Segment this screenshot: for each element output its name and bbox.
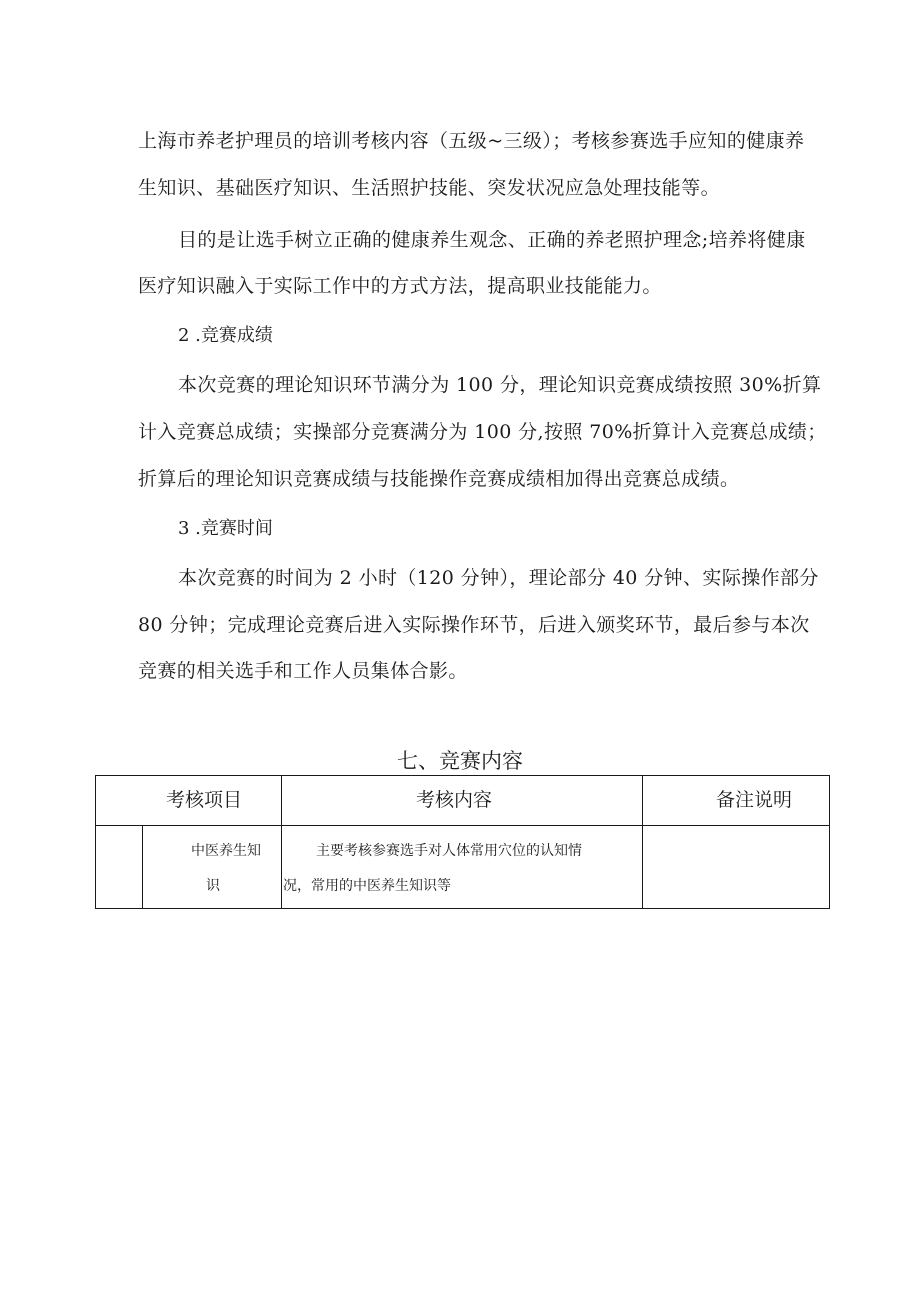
paragraph-2-line-2: 医疗知识融入于实际工作中的方式方法，提高职业技能能力。 — [138, 275, 662, 297]
header-item: 考核项目 — [166, 789, 243, 811]
table-subcolumn-divider — [142, 825, 143, 908]
cell-content-line-2: 况，常用的中医养生知识等 — [283, 878, 451, 894]
paragraph-3-line-1: 本次竞赛的理论知识环节满分为 100 分，理论知识竞赛成绩按照 30%折算 — [178, 374, 822, 396]
paragraph-1-line-1: 上海市养老护理员的培训考核内容（五级~三级）；考核参赛选手应知的健康养 — [138, 130, 805, 152]
paragraph-1-line-2: 生知识、基础医疗知识、生活照护技能、突发状况应急处理技能等。 — [138, 177, 721, 199]
cell-item-line-2: 识 — [206, 878, 220, 894]
table-header-divider — [96, 825, 829, 826]
paragraph-3-line-3: 折算后的理论知识竞赛成绩与技能操作竞赛成绩相加得出竞赛总成绩。 — [138, 468, 740, 490]
content-table — [95, 775, 830, 909]
paragraph-3-line-2: 计入竞赛总成绩；实操部分竞赛满分为 100 分,按照 70%折算计入竞赛总成绩； — [138, 421, 827, 443]
section-title: 七、竞赛内容 — [397, 749, 523, 773]
paragraph-4-line-2: 80 分钟；完成理论竞赛后进入实际操作环节，后进入颁奖环节，最后参与本次 — [138, 614, 810, 636]
paragraph-4-line-1: 本次竞赛的时间为 2 小时（120 分钟），理论部分 40 分钟、实际操作部分 — [178, 567, 819, 589]
cell-content-line-1: 主要考核参赛选手对人体常用穴位的认知情 — [316, 843, 582, 859]
heading-time: 3 .竞赛时间 — [178, 518, 273, 539]
paragraph-2-line-1: 目的是让选手树立正确的健康养生观念、正确的养老照护理念;培养将健康 — [178, 229, 806, 251]
table-column-divider-1 — [281, 776, 282, 908]
header-content: 考核内容 — [416, 789, 493, 811]
cell-item-line-1: 中医养生知 — [191, 843, 261, 859]
header-note: 备注说明 — [716, 789, 793, 811]
table-column-divider-2 — [642, 776, 643, 908]
heading-score: 2 .竞赛成绩 — [178, 325, 273, 346]
paragraph-4-line-3: 竞赛的相关选手和工作人员集体合影。 — [138, 660, 468, 682]
